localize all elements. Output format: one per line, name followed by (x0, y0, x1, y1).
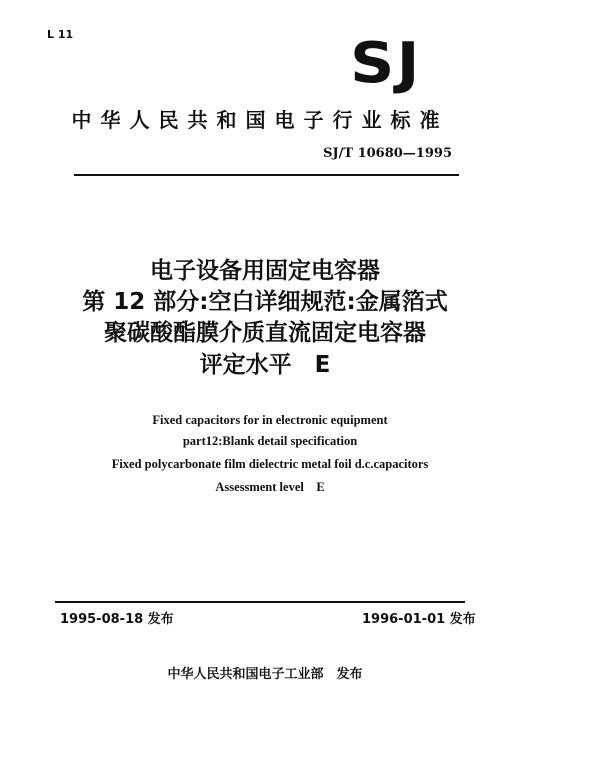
publisher: 中华人民共和国电子工业部 发布 (167, 667, 363, 682)
implementation-date: 1996-01-01 发布 (362, 612, 476, 627)
issue-date: 1995-08-18 发布 (60, 612, 174, 627)
chinese-title-line-2: 第 12 部分:空白详细规范:金属箔式 (82, 289, 448, 315)
chinese-title-line-4: 评定水平 E (199, 352, 331, 378)
english-title-line-3: Fixed polycarbonate film dielectric metal foil d.c.capacitors (111, 457, 429, 471)
chinese-title-line-3: 聚碳酸酯膜介质直流固定电容器 (104, 320, 426, 346)
classification-code: L 11 (47, 28, 74, 41)
english-title-line-2: part12:Blank detail specification (182, 434, 358, 448)
english-title-line-1: Fixed capacitors for in electronic equipment (152, 413, 388, 427)
standard-number: SJ/T 10680—1995 (323, 146, 452, 161)
bottom-divider (55, 601, 465, 603)
english-title-line-4: Assessment level E (215, 480, 325, 494)
sj-logo: SJ (350, 31, 422, 96)
standard-type-heading: 中华人民共和国电子行业标准 (71, 108, 449, 132)
chinese-title-line-1: 电子设备用固定电容器 (150, 258, 380, 284)
top-divider (74, 174, 459, 176)
